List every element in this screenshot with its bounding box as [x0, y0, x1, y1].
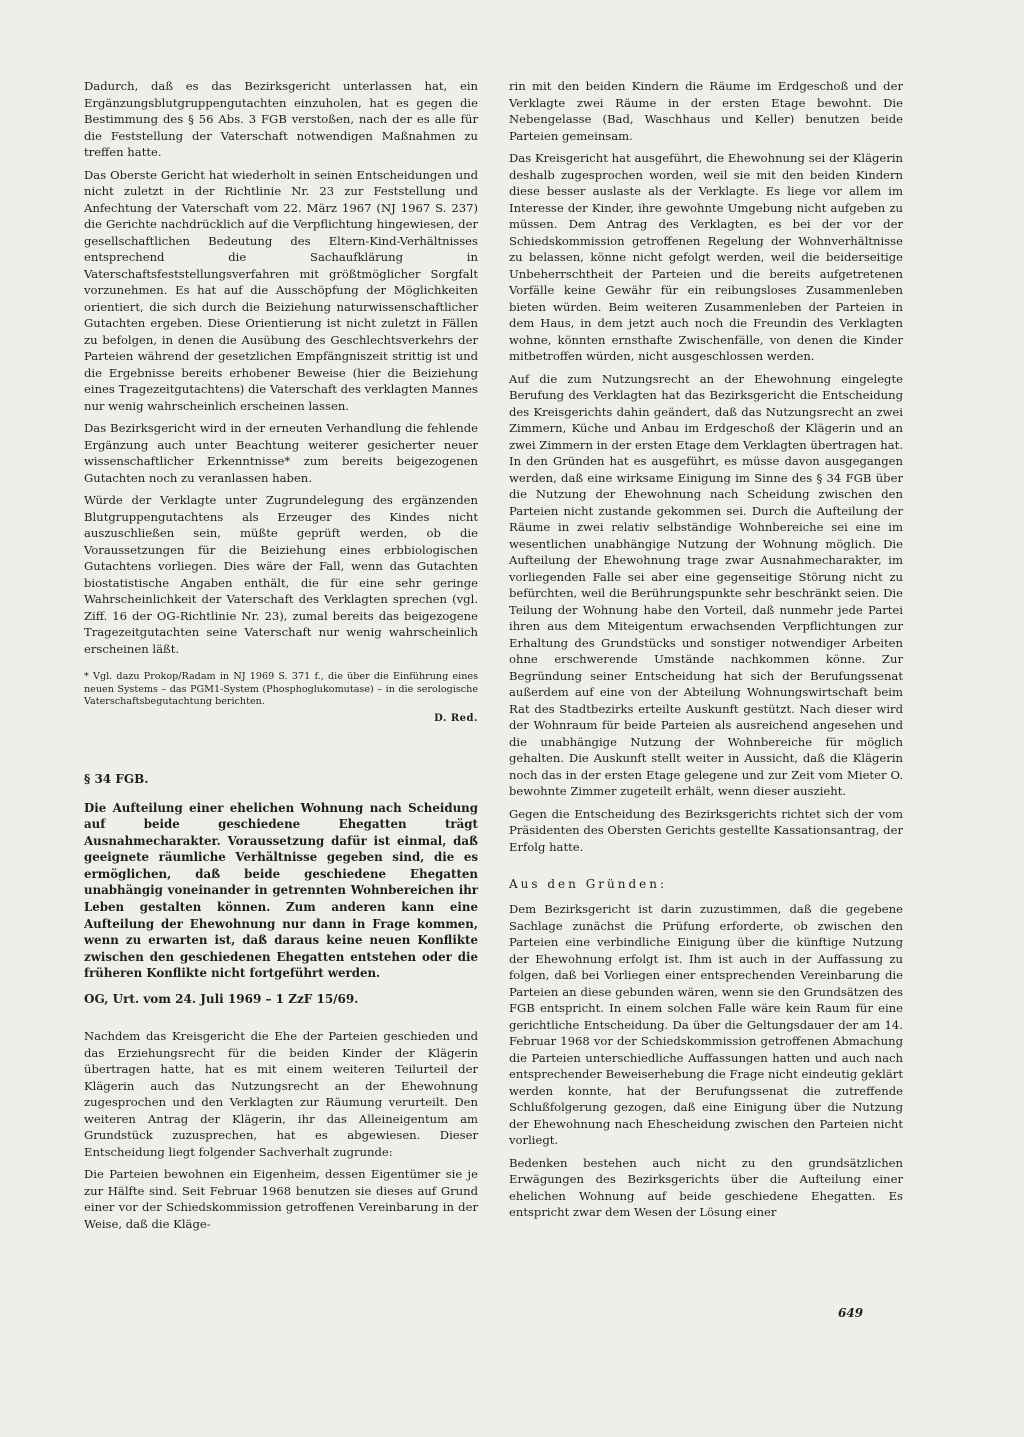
section-heading: § 34 FGB.: [84, 771, 149, 786]
editor-signature: D. Red.: [434, 712, 478, 724]
paragraph: Würde der Verklagte unter Zugrundelegung des ergänzenden Blutgruppengutachtens als Erzeuger des Kindes nicht auszuschließen sein, müßte geprüft werden, ob die Voraussetzungen für die Beiziehung eines erbbiologischen Gutachtens vorliegen. Dies wäre der Fall, wenn das Gutachten biostatistische Angaben enthält, die für eine sehr geringe Wahrscheinlichkeit der Vaterschaft des Verklagten sprechen (vgl. Ziff. 16 der OG-Richtlinie Nr. 23), zumal bereits das beigezogene Tragezeitgutachten seine Vaterschaft nur wenig wahrscheinlich erscheinen läßt.: [84, 493, 478, 656]
case-citation: OG, Urt. vom 24. Juli 1969 – 1 ZzF 15/69.: [84, 992, 359, 1007]
left-column: [84, 78, 478, 1238]
paragraph: Das Bezirksgericht wird in der erneuten Verhandlung die fehlende Ergänzung auch unter Beachtung weiterer gesicherter neuer wissenschaftlicher Erkenntnisse* zum bereits beigezogenen Gutachten noch zu veranlassen haben.: [84, 421, 478, 485]
paragraph: Auf die zum Nutzungsrecht an der Ehewohnung eingelegte Berufung des Verklagten hat das Bezirksgericht die Entscheidung des Kreisgerichts dahin geändert, daß das Nutzungsrecht an zwei Zimmern, Küche und Anbau im Erdgeschoß der Klägerin und an zwei Zimmern in der ersten Etage dem Verklagten übertragen hat. In den Gründen hat es ausgeführt, es müsse davon ausgegangen werden, daß eine wirksame Einigung im Sinne des § 34 FGB über die Nutzung der Ehewohnung nach Scheidung zwischen den Parteien nicht zustande gekommen sei. Durch die Aufteilung der Räume in zwei relativ selbständige Wohnbereiche sei eine im wesentlichen unabhängige Nutzung der Wohnung möglich. Die Aufteilung der Ehewohnung trage zwar Ausnahmecharakter, im vorliegenden Falle sei aber eine gegenseitige Störung nicht zu befürchten, weil die Berührungspunkte sehr beschränkt seien. Die Teilung der Wohnung habe den Vorteil, daß nunmehr jede Partei ihren aus dem Miteigentum erwachsenden Verpflichtungen zur Erhaltung des Grundstücks und sonstiger notwendiger Arbeiten ohne erschwerende Umstände nachkommen könne. Zur Begründung seiner Entscheidung hat sich der Berufungssenat außerdem auf eine von der Abteilung Wohnungswirtschaft beim Rat des Stadtbezirks erteilte Auskunft gestützt. Nach dieser wird der Wohnraum für beide Parteien als ausreichend angesehen und die unabhängige Nutzung der Wohnbereiche für möglich gehalten. Die Auskunft stellt weiter in Aussicht, daß die Klägerin noch das in der ersten Etage gelegene und zur Zeit vom Mieter O. bewohnte Zimmer zugeteilt erhält, wenn dieser auszieht.: [509, 371, 903, 798]
headnote: Die Aufteilung einer ehelichen Wohnung nach Scheidung auf beide geschiedene Ehegatten trägt Ausnahmecharakter. Voraussetzung dafür ist einmal, daß geeignete räumliche Verhältnisse gegeben sind, die es ermöglichen, daß beide geschiedene Ehegatten unabhängig voneinander in getrennten Wohnbereichen ihr Leben gestalten können. Zum anderen kann eine Aufteilung der Ehewohnung nur dann in Frage kommen, wenn zu erwarten ist, daß daraus keine neuen Konflikte zwischen den geschiedenen Ehegatten entstehen oder die früheren Konflikte nicht fortgeführt werden.: [84, 800, 478, 981]
paragraph: Gegen die Entscheidung des Bezirksgerichts richtet sich der vom Präsidenten des Obersten Gerichts gestellte Kassationsantrag, der Erfolg hatte.: [509, 806, 903, 854]
paragraph: Dadurch, daß es das Bezirksgericht unterlassen hat, ein Ergänzungsblutgruppengutachten einzuholen, hat es gegen die Bestimmung des § 56 Abs. 3 FGB verstoßen, nach der es alle für die Feststellung der Vaterschaft notwendigen Maßnahmen zu treffen hatte.: [84, 79, 478, 159]
paragraph: Bedenken bestehen auch nicht zu den grundsätzlichen Erwägungen des Bezirksgerichts über die Aufteilung einer ehelichen Wohnung auf beide geschiedene Ehegatten. Es entspricht zwar dem Wesen der Lösung einer: [509, 1155, 903, 1219]
section-label: Aus den Gründen:: [509, 877, 668, 891]
paragraph: Dem Bezirksgericht ist darin zuzustimmen, daß die gegebene Sachlage zunächst die Prüfung erforderte, ob zwischen den Parteien eine verbindliche Einigung über die künftige Nutzung der Ehewohnung erfolgt ist. Ihm ist auch in der Auffassung zu folgen, daß bei Vorliegen einer entsprechenden Vereinbarung die Parteien an diese gebunden wären, wenn sie den Grundsätzen des FGB entspricht. In einem solchen Falle wäre kein Raum für eine gerichtliche Entscheidung. Da über die Geltungsdauer der am 14. Februar 1968 vor der Schiedskommission getroffenen Abmachung die Parteien unterschiedliche Auffassungen hatten und auch nach entsprechender Beweiserhebung die Frage nicht eindeutig geklärt werden konnte, hat der Berufungssenat die zutreffende Schlußfolgerung gezogen, daß eine Einigung über die Nutzung der Ehewohnung nach Ehescheidung zwischen den Parteien nicht vorliegt.: [509, 902, 903, 1147]
footnote: * Vgl. dazu Prokop/Radam in NJ 1969 S. 371 f., die über die Einführung eines neuen Systems – das PGM1-System (Phosphoglukomutase) – in die serologische Vaterschaftsbegutachtung berichten.: [84, 671, 478, 707]
right-column: [509, 78, 903, 1227]
paragraph: Das Kreisgericht hat ausgeführt, die Ehewohnung sei der Klägerin deshalb zugesprochen worden, weil sie mit den beiden Kindern diese besser auslaste als der Verklagte. Es liege vor allem im Interesse der Kinder, ihre gewohnte Umgebung nicht aufgeben zu müssen. Dem Antrag des Verklagten, es bei der vor der Schiedskommission getroffenen Regelung der Wohnverhältnisse zu belassen, könne nicht gefolgt werden, weil die beiderseitige Unbeherrschtheit der Parteien und die bereits aufgetretenen Vorfälle keine Gewähr für ein reibungsloses Zusammenleben bieten würden. Beim weiteren Zusammenleben der Parteien in dem Haus, in dem jetzt auch noch die Freundin des Verklagten wohne, könnten ernsthafte Zwischenfälle, von denen die Kinder mitbetroffen würden, nicht ausgeschlossen werden.: [509, 151, 903, 363]
paragraph: Die Parteien bewohnen ein Eigenheim, dessen Eigentümer sie je zur Hälfte sind. Seit Februar 1968 benutzen sie dieses auf Grund einer vor der Schiedskommission getroffenen Vereinbarung in der Weise, daß die Kläge-: [84, 1167, 478, 1231]
paragraph: Das Oberste Gericht hat wiederholt in seinen Entscheidungen und nicht zuletzt in der Richtlinie Nr. 23 zur Feststellung und Anfechtung der Vaterschaft vom 22. März 1967 (NJ 1967 S. 237) die Gerichte nachdrücklich auf die Verpflichtung hingewiesen, der gesellschaftlichen Bedeutung des Eltern-Kind-Verhältnisses entsprechend die Sachaufklärung in Vaterschaftsfeststellungsverfahren mit größtmöglicher Sorgfalt vorzunehmen. Es hat auf die Ausschöpfung der Möglichkeiten orientiert, die sich durch die Beiziehung naturwissenschaftlicher Gutachten ergeben. Diese Orientierung ist nicht zuletzt in Fällen zu befolgen, in denen die Ausübung des Geschlechtsverkehrs der Parteien während der gesetzlichen Empfängniszeit strittig ist und die Ergebnisse bereits erhobener Beweise (hier die Beiziehung eines Tragezeitgutachtens) die Vaterschaft des verklagten Mannes nur wenig wahrscheinlich erscheinen lassen.: [84, 167, 478, 413]
paragraph: Nachdem das Kreisgericht die Ehe der Parteien geschieden und das Erziehungsrecht für die beiden Kinder der Klägerin übertragen hatte, hat es mit einem weiteren Teilurteil der Klägerin auch das Nutzungsrecht an der Ehewohnung zugesprochen und den Verklagten zur Räumung verurteilt. Den weiteren Antrag der Klägerin, ihr das Alleineigentum am Grundstück zuzusprechen, hat es abgewiesen. Dieser Entscheidung liegt folgender Sachverhalt zugrunde:: [84, 1029, 478, 1159]
page-number: 649: [838, 1306, 864, 1320]
paragraph: rin mit den beiden Kindern die Räume im Erdgeschoß und der Verklagte zwei Räume in der ersten Etage bewohnt. Die Nebengelasse (Bad, Waschhaus und Keller) benutzen beide Parteien gemeinsam.: [509, 79, 903, 143]
